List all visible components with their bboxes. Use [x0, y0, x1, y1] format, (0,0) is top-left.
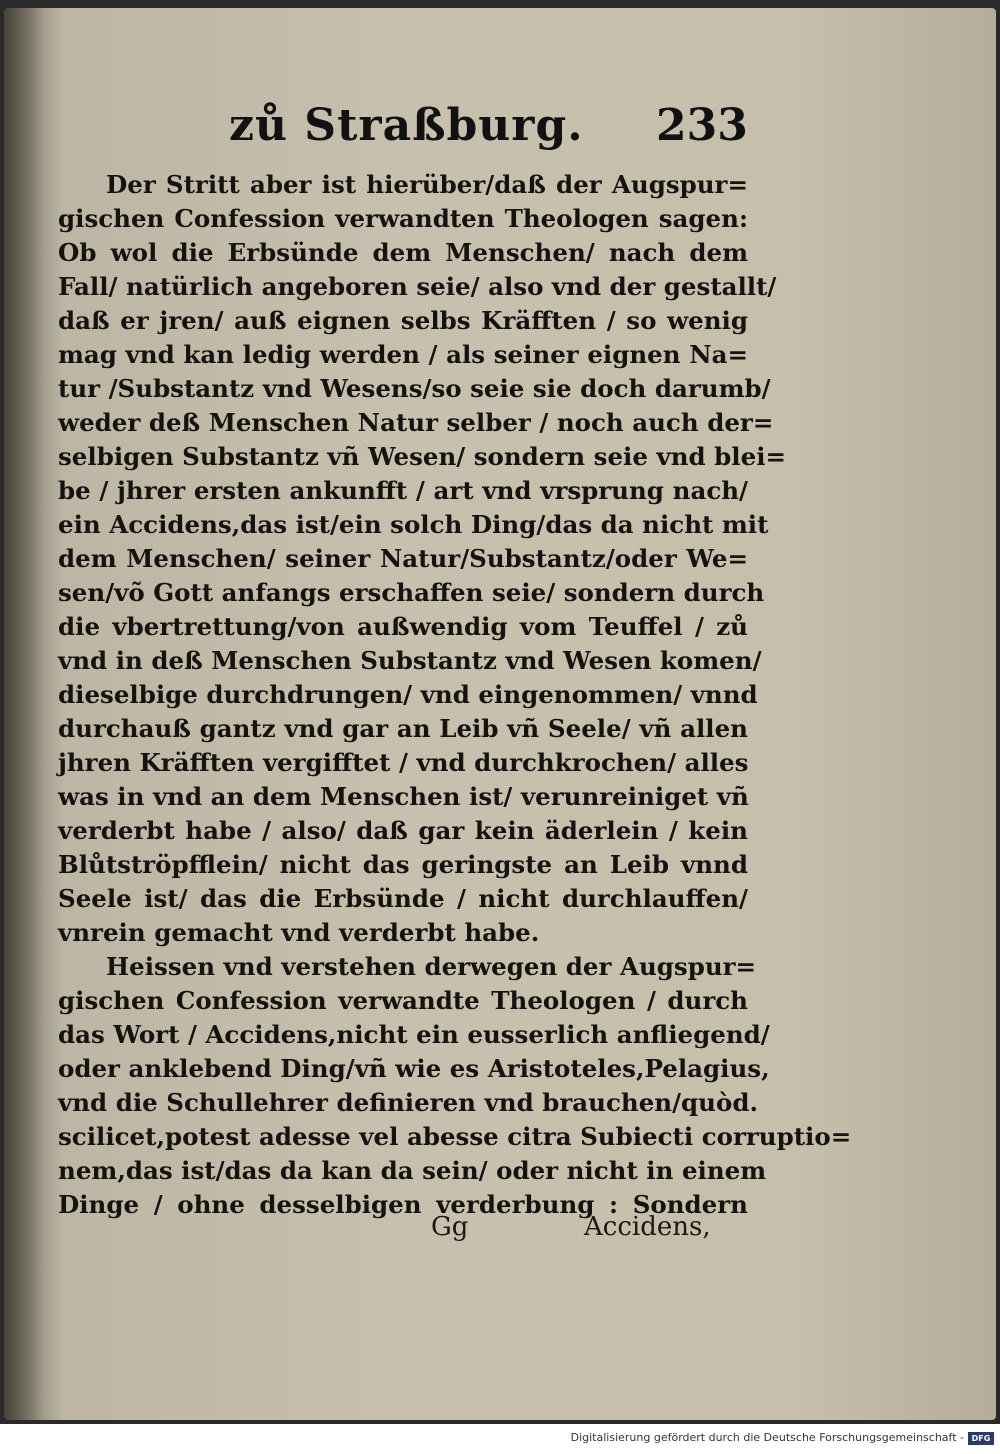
text-line: gischen Confession verwandte Theologen / durch [58, 986, 748, 1015]
text-line: Heissen vnd verstehen derwegen der Augspur= [106, 952, 757, 981]
text-line: die vbertrettung/von außwendig vom Teuffel / zů [58, 612, 748, 641]
digitization-credit: Digitalisierung gefördert durch die Deutsche Forschungsgemeinschaft - [570, 1431, 964, 1444]
viewer-footer [0, 1424, 1000, 1454]
text-line: sen/võ Gott anfangs erschaffen seie/ sondern durch [58, 578, 765, 607]
text-line: tur /Substantz vnd Wesens/so seie sie doch darumb/ [58, 374, 771, 403]
running-title: zů Straßburg. [229, 100, 584, 151]
page-number: 233 [656, 100, 748, 151]
text-line: ein Accidens,das ist/ein solch Ding/das da nicht mit [58, 510, 769, 539]
text-line: selbigen Substantz vñ Wesen/ sondern seie vnd blei= [58, 442, 787, 471]
text-line: dieselbige durchdrungen/ vnd eingenommen/ vnnd [58, 680, 758, 709]
text-line: gischen Confession verwandten Theologen sagen: [58, 204, 748, 233]
catchword: Accidens, [584, 1212, 711, 1242]
text-line: Der Stritt aber ist hierüber/daß der Augspur= [106, 170, 748, 199]
text-line: weder deß Menschen Natur selber / noch auch der= [58, 408, 774, 437]
text-line: jhren Kräfften vergifftet / vnd durchkrochen/ alles [58, 748, 749, 777]
body-text [58, 168, 852, 1222]
text-line: dem Menschen/ seiner Natur/Substantz/oder We= [58, 544, 748, 573]
text-line: durchauß gantz vnd gar an Leib vñ Seele/ vñ allen [58, 714, 748, 743]
text-line: das Wort / Accidens,nicht ein eusserlich anfliegend/ [58, 1020, 770, 1049]
text-line: was in vnd an dem Menschen ist/ verunreiniget vñ [58, 782, 749, 811]
text-line: daß er jren/ auß eignen selbs Kräfften / so wenig [58, 306, 748, 335]
text-line: Fall/ natürlich angeboren seie/ also vnd der gestallt/ [58, 272, 777, 301]
text-line: mag vnd kan ledig werden / als seiner eignen Na= [58, 340, 748, 369]
signature-mark: Gg [431, 1212, 469, 1242]
text-line: Blůtströpfflein/ nicht das geringste an Leib vnnd [58, 850, 748, 879]
gutter-shadow [4, 8, 44, 1420]
dfg-logo[interactable]: DFG [968, 1432, 994, 1445]
text-line: be / jhrer ersten ankunfft / art vnd vrsprung nach/ [58, 476, 748, 505]
text-line: nem,das ist/das da kan da sein/ oder nicht in einem [58, 1156, 767, 1185]
text-line: oder anklebend Ding/vñ wie es Aristoteles,Pelagius, [58, 1054, 770, 1083]
text-line: verderbt habe / also/ daß gar kein äderlein / kein [58, 816, 748, 845]
text-line: Ob wol die Erbsünde dem Menschen/ nach dem [58, 238, 748, 267]
text-line: vnrein gemacht vnd verderbt habe. [58, 918, 540, 947]
text-line: Seele ist/ das die Erbsünde / nicht durchlauffen/ [58, 884, 748, 913]
text-line: vnd in deß Menschen Substantz vnd Wesen komen/ [58, 646, 762, 675]
text-line: scilicet,potest adesse vel abesse citra Subiecti corruptio= [58, 1122, 852, 1151]
page-header [229, 100, 746, 160]
scanned-page [4, 8, 996, 1420]
text-line: Dinge / ohne desselbigen verderbung : Sondern [58, 1190, 748, 1219]
text-line: vnd die Schullehrer definieren vnd brauchen/quòd. [58, 1088, 758, 1117]
